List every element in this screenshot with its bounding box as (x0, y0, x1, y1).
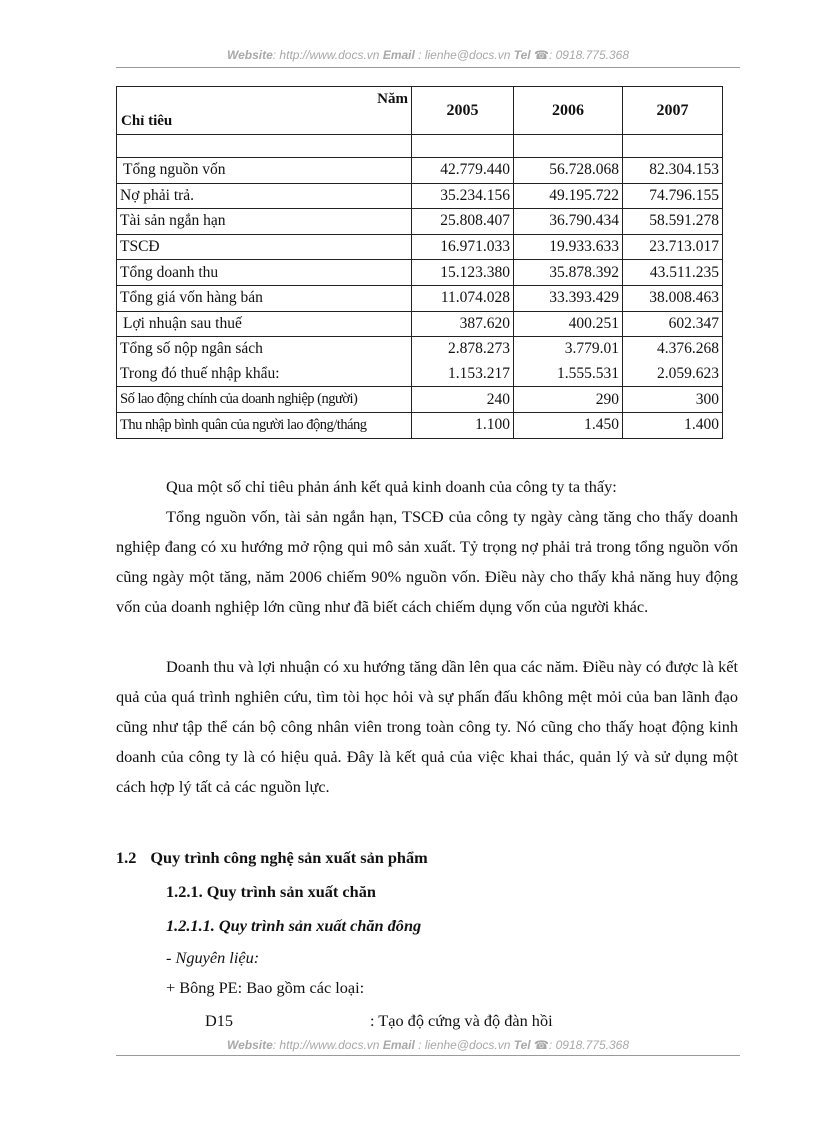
tel-value: : 0918.775.368 (548, 1038, 630, 1052)
website-label: Website (226, 48, 273, 62)
email-label: Email (382, 1038, 415, 1052)
email-label: Email (382, 48, 415, 62)
table-row (117, 412, 723, 438)
materials-bullet: - (166, 948, 176, 967)
table-row (117, 234, 723, 260)
cell-value: 2.059.623 (623, 362, 723, 387)
cell-value: 49.195.722 (514, 183, 623, 209)
tel-label: Tel (513, 1038, 531, 1052)
cell-value: 35.878.392 (514, 260, 623, 286)
row-label: TSCĐ (117, 234, 412, 260)
cell-value: 4.376.268 (623, 337, 723, 362)
table-row (117, 362, 723, 387)
table-row (117, 387, 723, 413)
tel-label: Tel (513, 48, 531, 62)
paragraph-intro: Qua một số chỉ tiêu phản ánh kết quả kinh doanh của công ty ta thấy: (166, 477, 617, 496)
cell-value: 1.555.531 (514, 362, 623, 387)
row-label: Nợ phải trả. (117, 183, 412, 209)
cell-value: 42.779.440 (412, 158, 514, 184)
cell-value: 1.450 (514, 412, 623, 438)
year-header: 2005 (412, 87, 514, 135)
paragraph-revenue: Doanh thu và lợi nhuận có xu hướng tăng dần lên qua các năm. Điều này có được là kết quả của quá trình nghiên cứu, tìm tòi học hỏi và sự phấn đấu không mệt mỏi của ban lãnh đạo cũng như tập thể cán bộ công nhân viên trong toàn công ty. Nó cũng cho thấy hoạt động kinh doanh của công ty là có hiệu quả. Đây là kết quả của việc khai thác, quản lý và sử dụng một cách hợp lý tất cả các nguồn lực. (116, 657, 738, 796)
section-title: Quy trình công nghệ sản xuất sản phẩm (150, 848, 428, 867)
phone-icon: ☎ (533, 48, 549, 62)
cell-value: 36.790.434 (514, 209, 623, 235)
cell-value: 16.971.033 (412, 234, 514, 260)
tel-value: : 0918.775.368 (548, 48, 630, 62)
section-heading (116, 848, 428, 868)
cell-value: 240 (412, 387, 514, 413)
table-row (117, 183, 723, 209)
row-label: Tổng giá vốn hàng bán (117, 285, 412, 311)
cell-value: 25.808.407 (412, 209, 514, 235)
cell-value: 1.100 (412, 412, 514, 438)
materials-heading (166, 948, 259, 968)
row-label: Thu nhập bình quân của người lao động/tháng (117, 412, 412, 438)
cell-value: 58.591.278 (623, 209, 723, 235)
email-value: : lienhe@docs.vn (414, 1038, 514, 1052)
row-label: Tổng số nộp ngân sách (117, 337, 412, 362)
header-contact (116, 48, 740, 62)
financial-table (116, 86, 723, 439)
website-value: : http://www.docs.vn (272, 1038, 383, 1052)
cell-value: 38.008.463 (623, 285, 723, 311)
cell-value: 43.511.235 (623, 260, 723, 286)
cell-value: 19.933.633 (514, 234, 623, 260)
paragraph-capital: Tổng nguồn vốn, tài sản ngắn hạn, TSCĐ của công ty ngày càng tăng cho thấy doanh nghiệp đang có xu hướng mở rộng qui mô sản xuất. Tỷ trọng nợ phải trả trong tổng nguồn vốn cũng ngày một tăng, năm 2006 chiếm 90% nguồn vốn. Điều này cho thấy khả năng huy động vốn của doanh nghiệp lớn cũng như đã biết cách chiếm dụng vốn của người khác. (116, 507, 738, 616)
cell-value: 35.234.156 (412, 183, 514, 209)
table-spacer-row (117, 135, 723, 158)
table-row (117, 209, 723, 235)
cell-value: 1.153.217 (412, 362, 514, 387)
phone-icon: ☎ (533, 1038, 549, 1052)
subsubsection-heading: 1.2.1.1. Quy trình sản xuất chăn đông (166, 916, 422, 935)
subsection-heading: 1.2.1. Quy trình sản xuất chăn (166, 882, 376, 901)
d15-code: D15 (205, 1011, 234, 1030)
header-divider (116, 67, 740, 68)
cell-value: 400.251 (514, 311, 623, 337)
table-row (117, 285, 723, 311)
row-label: Số lao động chính của doanh nghiệp (người) (117, 387, 412, 413)
cell-value: 82.304.153 (623, 158, 723, 184)
year-header: 2007 (623, 87, 723, 135)
cell-value: 3.779.01 (514, 337, 623, 362)
table-corner-cell (117, 87, 412, 135)
table-row (117, 337, 723, 362)
cell-value: 15.123.380 (412, 260, 514, 286)
row-label: Lợi nhuận sau thuế (117, 311, 412, 337)
cell-value: 387.620 (412, 311, 514, 337)
footer-contact (116, 1038, 740, 1052)
cell-value: 2.878.273 (412, 337, 514, 362)
email-value: : lienhe@docs.vn (414, 48, 514, 62)
cell-value: 300 (623, 387, 723, 413)
item-axis-label: Chỉ tiêu (121, 113, 173, 129)
section-number: 1.2 (116, 848, 137, 867)
table-row (117, 158, 723, 184)
cell-value: 33.393.429 (514, 285, 623, 311)
cell-value: 74.796.155 (623, 183, 723, 209)
materials-label: Nguyên liệu: (175, 948, 260, 967)
cell-value: 56.728.068 (514, 158, 623, 184)
cell-value: 11.074.028 (412, 285, 514, 311)
cell-value: 23.713.017 (623, 234, 723, 260)
cell-value: 602.347 (623, 311, 723, 337)
website-label: Website (226, 1038, 273, 1052)
row-label: Tổng nguồn vốn (117, 158, 412, 184)
table-header-row (117, 87, 723, 135)
website-value: : http://www.docs.vn (272, 48, 383, 62)
row-label: Tài sản ngắn hạn (117, 209, 412, 235)
footer-divider (116, 1055, 740, 1056)
year-axis-label: Năm (377, 91, 408, 107)
bong-pe-line: + Bông PE: Bao gồm các loại: (166, 978, 365, 997)
table-row (117, 260, 723, 286)
row-label: Trong đó thuế nhập khẩu: (117, 362, 412, 387)
cell-value: 1.400 (623, 412, 723, 438)
row-label: Tổng doanh thu (117, 260, 412, 286)
cell-value: 290 (514, 387, 623, 413)
table-row (117, 311, 723, 337)
year-header: 2006 (514, 87, 623, 135)
d15-description: : Tạo độ cứng và độ đàn hồi (370, 1011, 553, 1030)
